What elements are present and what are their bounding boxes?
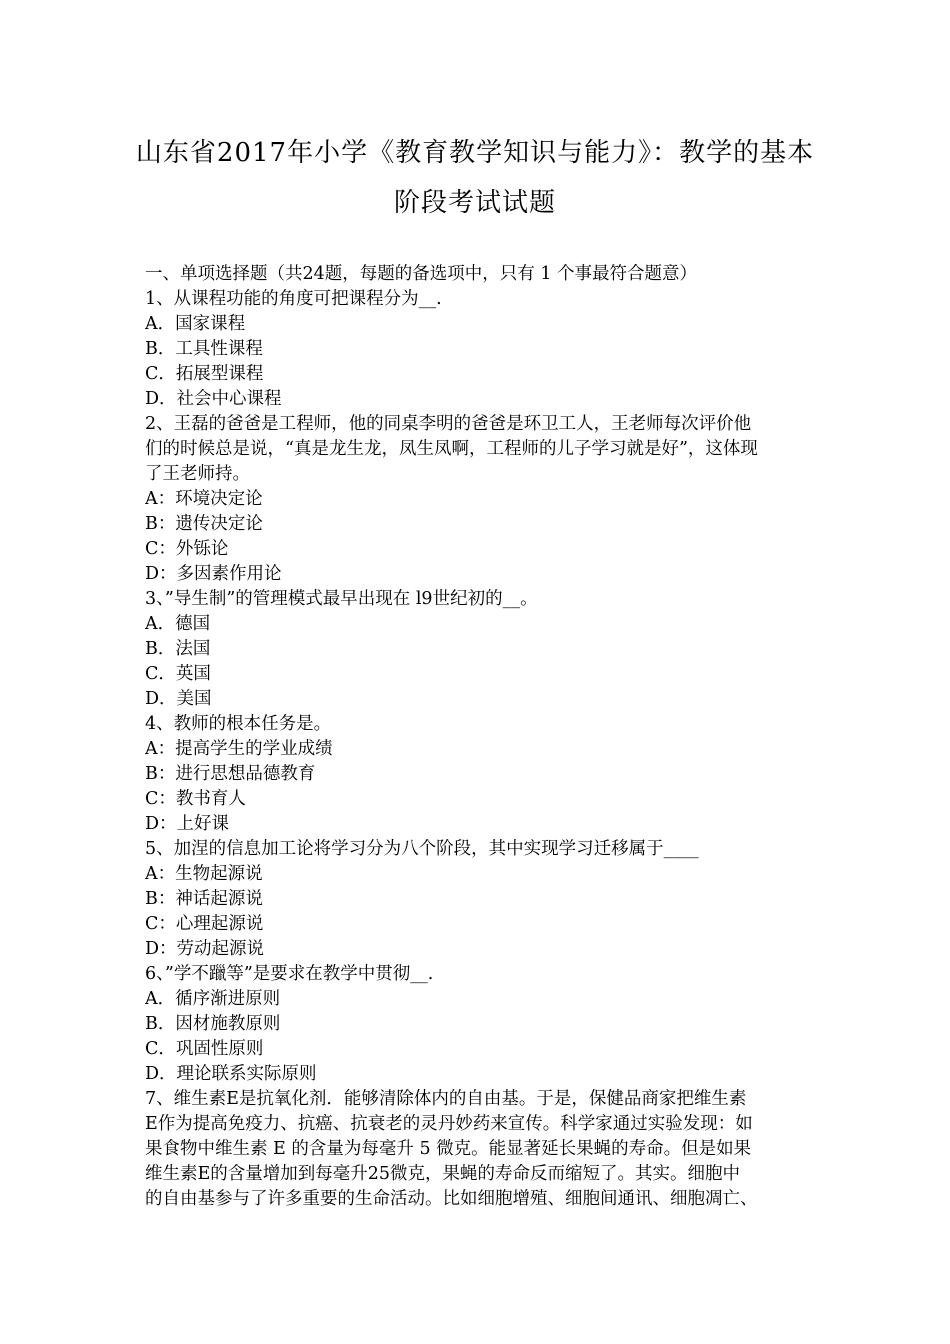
option-d: D：上好课 — [145, 814, 230, 834]
option-a: A．循序渐进原则 — [145, 989, 281, 1009]
question-5 — [145, 837, 810, 962]
question-stem: 5、加涅的信息加工论将学习分为八个阶段，其中实现学习迁移属于____ — [145, 839, 699, 859]
option-c: C：心理起源说 — [145, 914, 264, 934]
document-title — [100, 128, 850, 228]
question-stem: 1、从课程功能的角度可把课程分为__. — [145, 289, 442, 309]
question-6 — [145, 962, 810, 1087]
option-c: C：外铄论 — [145, 539, 229, 559]
question-2 — [145, 412, 810, 587]
option-a: A．国家课程 — [145, 314, 246, 334]
title-line-2: 阶段考试试题 — [393, 188, 556, 218]
question-stem-line: 2、王磊的爸爸是工程师，他的同桌李明的爸爸是环卫工人，王老师每次评价他 — [145, 414, 752, 434]
question-stem-line: 们的时候总是说，“真是龙生龙，凤生凤啊，工程师的儿子学习就是好”，这体现 — [145, 439, 758, 459]
section-heading: 一、单项选择题（共24题，每题的备选项中，只有 1 个事最符合题意） — [145, 264, 698, 284]
option-a: A：环境决定论 — [145, 489, 263, 509]
option-a: A．德国 — [145, 614, 211, 634]
question-7 — [145, 1087, 810, 1212]
option-b: B．工具性课程 — [145, 339, 263, 359]
option-d: D：多因素作用论 — [145, 564, 282, 584]
option-b: B．法国 — [145, 639, 211, 659]
option-b: B：进行思想品德教育 — [145, 764, 316, 784]
option-b: B：神话起源说 — [145, 889, 263, 909]
option-c: C：教书育人 — [145, 789, 246, 809]
question-1 — [145, 287, 810, 412]
title-line-1: 山东省2017年小学《教育教学知识与能力》：教学的基本 — [135, 138, 815, 168]
option-d: D．美国 — [145, 689, 212, 709]
option-d: D．理论联系实际原则 — [145, 1064, 317, 1084]
option-c: C．英国 — [145, 664, 211, 684]
question-stem: 6、”学不躐等”是要求在教学中贯彻__. — [145, 964, 434, 984]
question-stem-line: 的自由基参与了许多重要的生命活动。比如细胞增殖、细胞间通讯、细胞凋亡、 — [145, 1189, 758, 1209]
question-stem-line: 维生素E的含量增加到每毫升25微克，果蝇的寿命反而缩短了。其实。细胞中 — [145, 1164, 741, 1184]
option-a: A：提高学生的学业成绩 — [145, 739, 333, 759]
question-stem: 3、”导生制”的管理模式最早出现在 l9世纪初的__。 — [145, 589, 538, 609]
option-b: B：遗传决定论 — [145, 514, 263, 534]
question-stem: 4、教师的根本任务是。 — [145, 714, 332, 734]
question-stem-line: E作为提高免疫力、抗癌、抗衰老的灵丹妙药来宣传。科学家通过实验发现：如 — [145, 1114, 753, 1134]
option-c: C．拓展型课程 — [145, 364, 264, 384]
question-4 — [145, 712, 810, 837]
question-stem-line: 了王老师持。 — [145, 464, 250, 484]
document-body — [145, 262, 810, 1212]
option-a: A：生物起源说 — [145, 864, 263, 884]
option-c: C．巩固性原则 — [145, 1039, 264, 1059]
option-d: D：劳动起源说 — [145, 939, 265, 959]
question-3 — [145, 587, 810, 712]
option-d: D．社会中心课程 — [145, 389, 282, 409]
question-stem-line: 果食物中维生素 E 的含量为每毫升 5 微克。能显著延长果蝇的寿命。但是如果 — [145, 1139, 752, 1159]
option-b: B．因材施教原则 — [145, 1014, 281, 1034]
question-stem-line: 7、维生素E是抗氧化剂．能够清除体内的自由基。于是，保健品商家把维生素 — [145, 1089, 747, 1109]
